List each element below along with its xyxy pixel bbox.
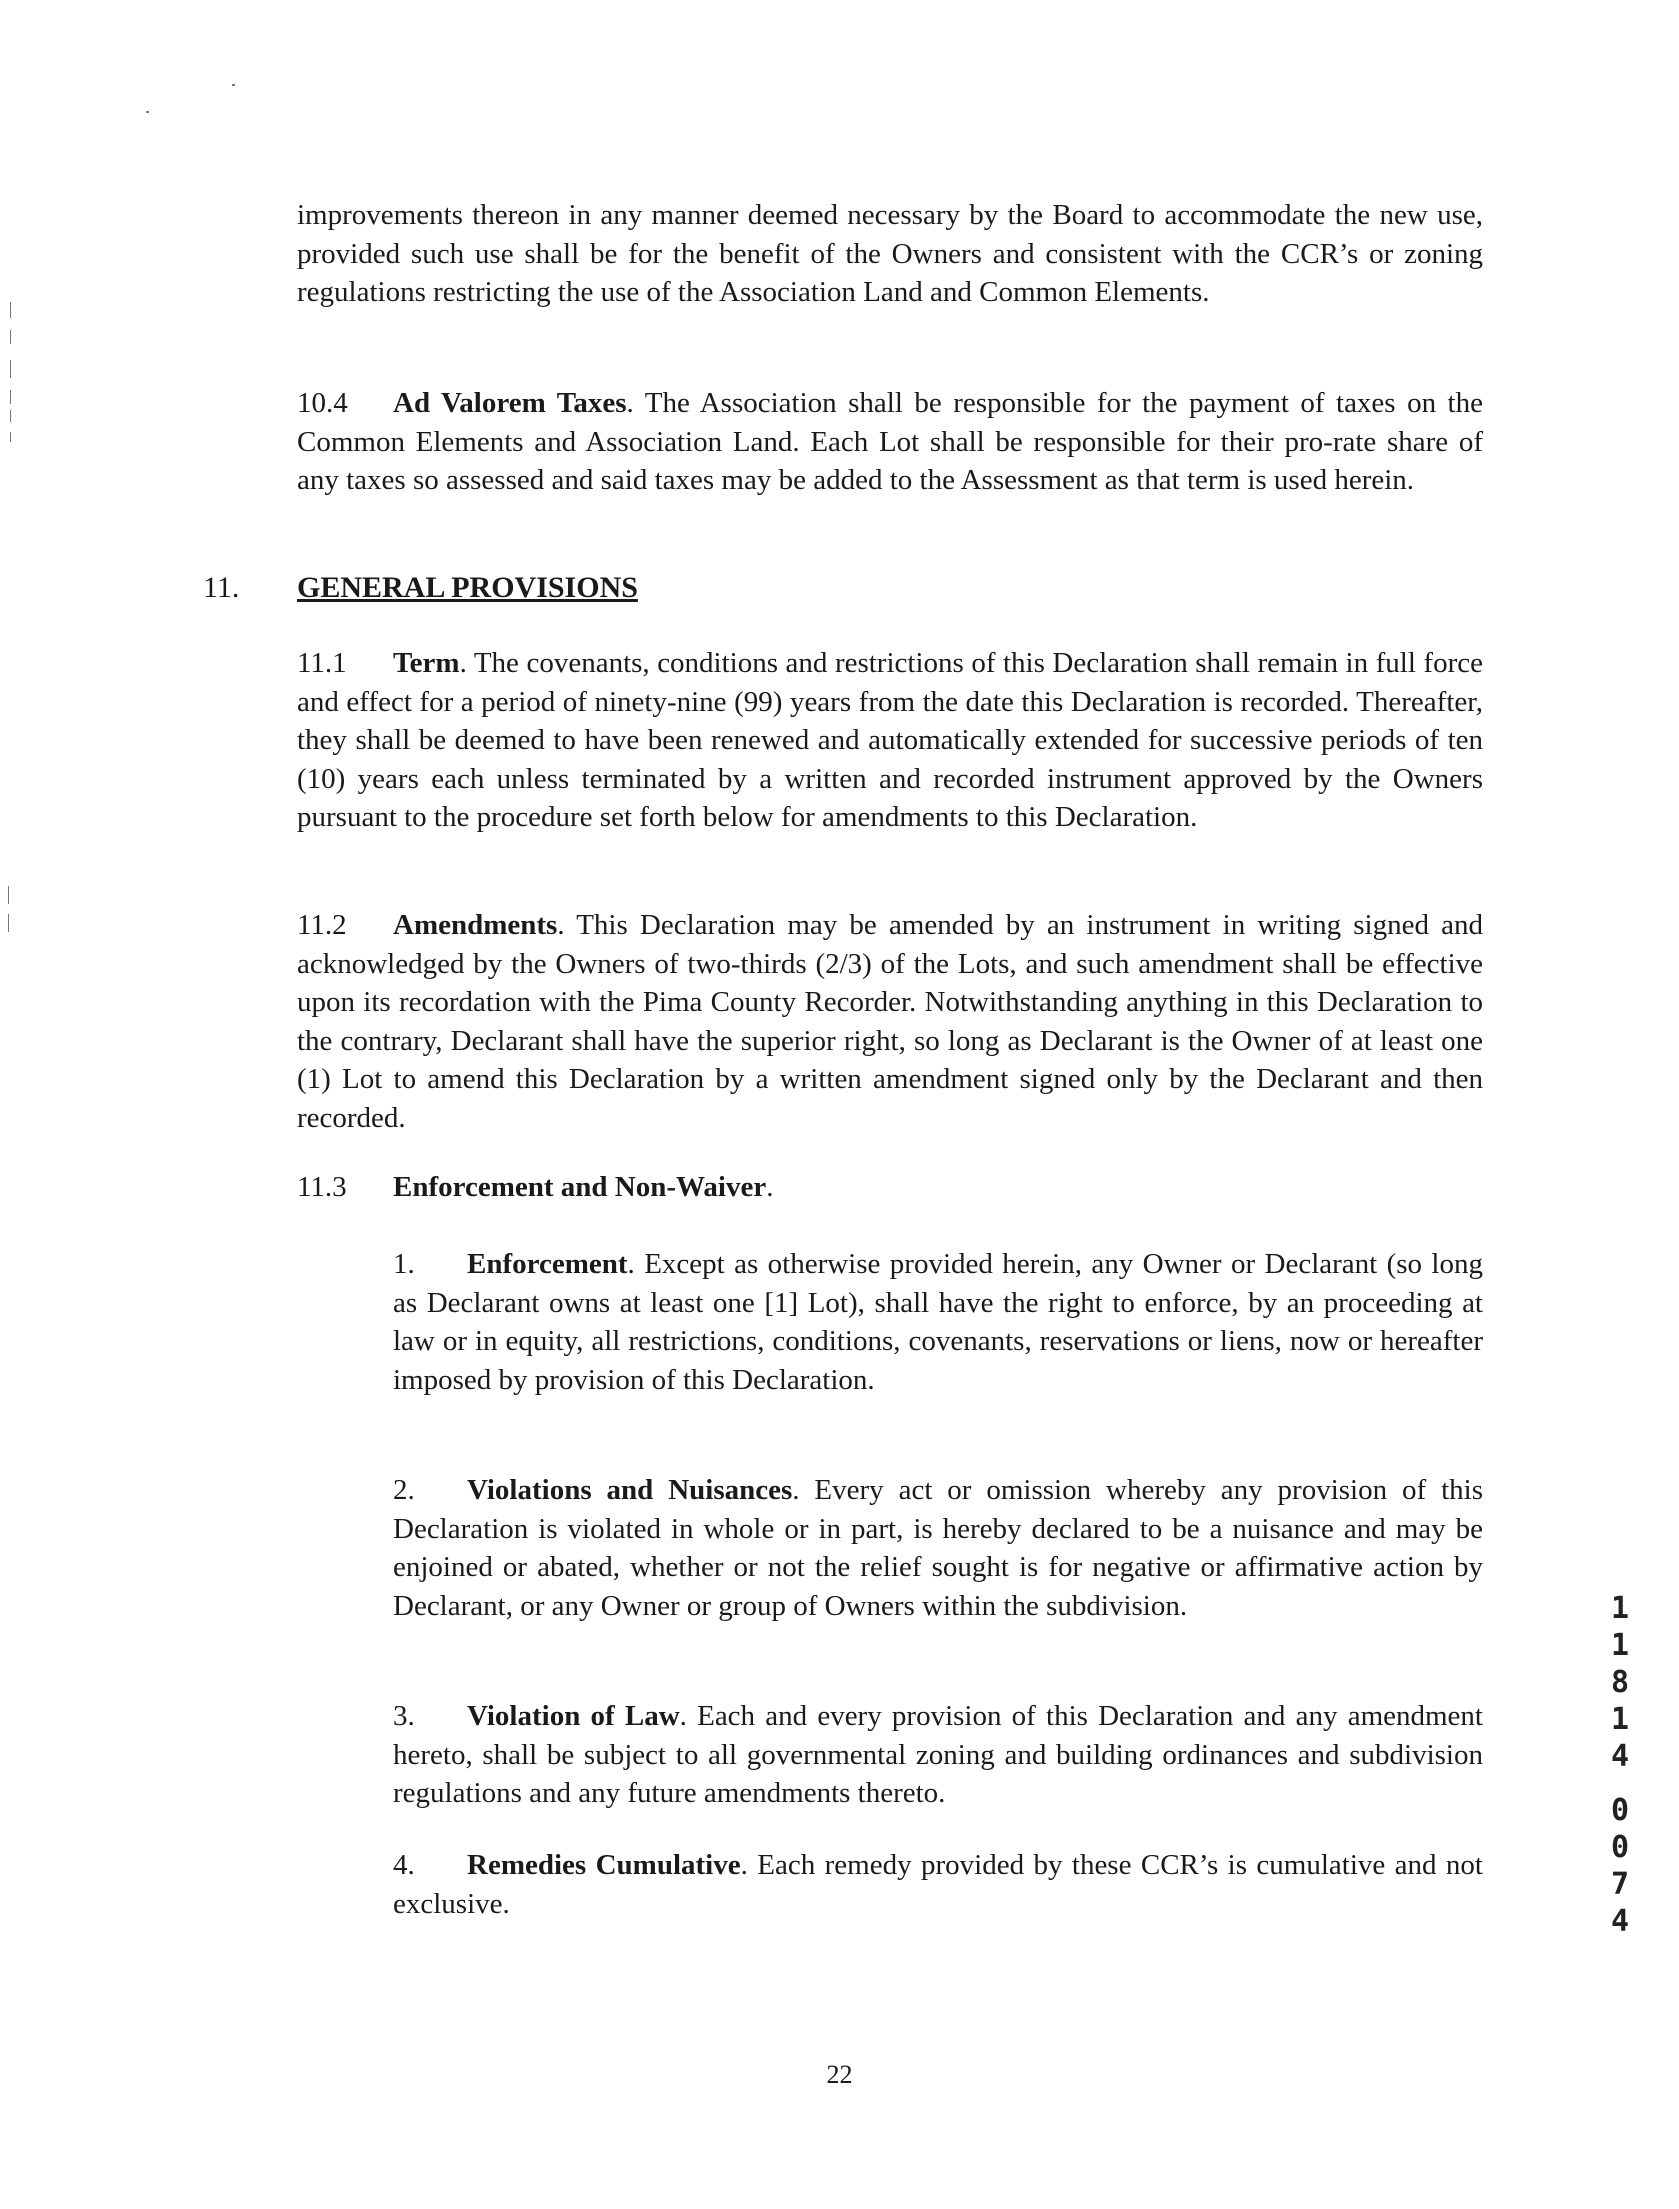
section-title: Enforcement and Non-Waiver bbox=[393, 1171, 767, 1203]
section-number: 11.3 bbox=[297, 1171, 347, 1203]
subsection-text: . Each remedy provided by these CCR’s is cumulative and not exclusive. bbox=[393, 1849, 1483, 1920]
stamp-digit: 4 bbox=[1610, 1739, 1630, 1774]
subsection-title: Remedies Cumulative bbox=[467, 1849, 741, 1881]
section-title: Amendments bbox=[393, 909, 558, 941]
section-11-1 bbox=[297, 644, 1483, 837]
intro-paragraph bbox=[297, 196, 1483, 312]
section-number: 11.1 bbox=[297, 647, 347, 679]
margin-tick bbox=[10, 302, 11, 318]
section-text: . The Association shall be responsible for the payment of taxes on the Common Elements and Association Land. Each Lot shall be responsible for their pro-rate share of any taxes so assessed and said taxes may be added to the Assessment as that term is used herein. bbox=[297, 387, 1483, 496]
section-text: . This Declaration may be amended by an instrument in writing signed and acknowledged by the Owners of two-thirds (2/3) of the Lots, and such amendment shall be effective upon its recordation with the Pima County Recorder. Notwithstanding anything in this Declaration to the contrary, Declarant shall have the superior right, so long as Declarant is the Owner of at least one (1) Lot to amend this Declaration by a written amendment signed only by the Declarant and then recorded. bbox=[297, 909, 1483, 1134]
margin-tick bbox=[8, 914, 9, 932]
margin-tick bbox=[10, 330, 11, 344]
subsection-1 bbox=[393, 1245, 1483, 1399]
stamp-digit: 4 bbox=[1610, 1904, 1630, 1939]
subsection-title: Violations and Nuisances bbox=[467, 1474, 793, 1506]
margin-tick bbox=[10, 390, 11, 404]
stamp-digit: 1 bbox=[1610, 1591, 1630, 1626]
stamp-digit: 7 bbox=[1610, 1867, 1630, 1902]
subsection-number: 3. bbox=[393, 1700, 415, 1732]
stamp-digit: 0 bbox=[1610, 1793, 1630, 1828]
subsection-text: . Each and every provision of this Declaration and any amendment hereto, shall be subject to all governmental zoning and building ordinances and subdivision regulations and any future amendments thereto. bbox=[393, 1700, 1483, 1809]
scan-speck bbox=[146, 111, 149, 113]
margin-tick bbox=[10, 410, 11, 422]
section-11-number: 11. bbox=[203, 571, 240, 604]
subsection-2 bbox=[393, 1471, 1483, 1625]
section-11-title: GENERAL PROVISIONS bbox=[297, 571, 638, 604]
subsection-3 bbox=[393, 1697, 1483, 1813]
stamp-digit: 8 bbox=[1610, 1665, 1630, 1700]
stamp-digit: 1 bbox=[1610, 1628, 1630, 1663]
section-title: Term bbox=[393, 647, 460, 679]
stamp-digit: 0 bbox=[1610, 1830, 1630, 1865]
section-title-suffix: . bbox=[766, 1171, 774, 1203]
scan-speck bbox=[232, 84, 235, 86]
section-11-3 bbox=[297, 1168, 1483, 1207]
section-11-2 bbox=[297, 906, 1483, 1137]
margin-tick bbox=[10, 360, 11, 378]
subsection-text: . Except as otherwise provided herein, any Owner or Declarant (so long as Declarant owns at least one [1] Lot), shall have the right to enforce, by an proceeding at law or in equity, all restrictions, conditions, covenants, reservations or liens, now or hereafter imposed by provision of this Declaration. bbox=[393, 1248, 1483, 1396]
subsection-text: . Every act or omission whereby any provision of this Declaration is violated in whole or in part, is hereby declared to be a nuisance and may be enjoined or abated, whether or not the relief sought is for negative or affirmative action by Declarant, or any Owner or group of Owners within the subdivision. bbox=[393, 1474, 1483, 1622]
page-number: 22 bbox=[826, 2060, 853, 2089]
stamp-digit: 1 bbox=[1610, 1702, 1630, 1737]
subsection-number: 1. bbox=[393, 1248, 415, 1280]
subsection-number: 4. bbox=[393, 1849, 415, 1881]
subsection-number: 2. bbox=[393, 1474, 415, 1506]
subsection-title: Violation of Law bbox=[467, 1700, 680, 1732]
recording-stamp-page bbox=[1605, 1792, 1635, 1940]
margin-tick bbox=[10, 432, 11, 442]
section-number: 10.4 bbox=[297, 387, 348, 419]
margin-tick bbox=[8, 886, 9, 904]
intro-text: improvements thereon in any manner deemed necessary by the Board to accommodate the new use, provided such use shall be for the benefit of the Owners and consistent with the CCR’s or zoning regulations restricting the use of the Association Land and Common Elements. bbox=[297, 199, 1483, 308]
section-number: 11.2 bbox=[297, 909, 347, 941]
section-10-4 bbox=[297, 384, 1483, 500]
recording-stamp-docket bbox=[1605, 1590, 1635, 1775]
subsection-title: Enforcement bbox=[467, 1248, 628, 1280]
section-text: . The covenants, conditions and restrictions of this Declaration shall remain in full force and effect for a period of ninety-nine (99) years from the date this Declaration is recorded. Thereafter, they shall be deemed to have been renewed and automatically extended for successive periods of ten (10) years each unless terminated by a written and recorded instrument approved by the Owners pursuant to the procedure set forth below for amendments to this Declaration. bbox=[297, 647, 1483, 833]
subsection-4 bbox=[393, 1846, 1483, 1923]
section-title: Ad Valorem Taxes bbox=[393, 387, 627, 419]
